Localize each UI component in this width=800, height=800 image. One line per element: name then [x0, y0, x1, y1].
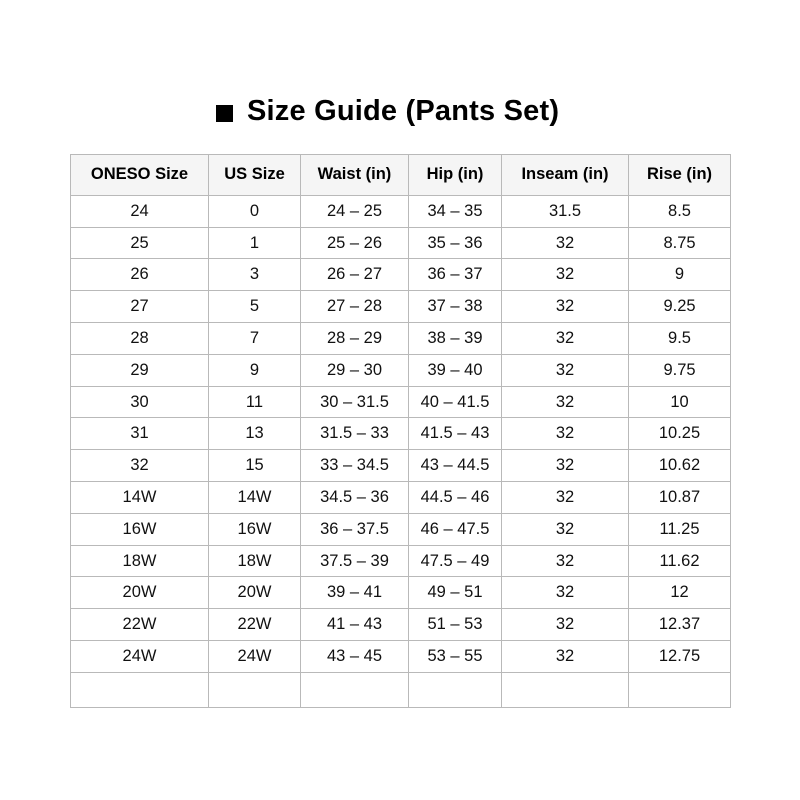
table-cell [301, 672, 409, 707]
table-cell: 15 [209, 450, 301, 482]
table-cell: 16W [71, 513, 209, 545]
table-cell: 25 [71, 227, 209, 259]
table-row [71, 641, 731, 673]
column-header-inseam: Inseam (in) [502, 154, 629, 195]
table-cell: 26 – 27 [301, 259, 409, 291]
table-cell: 11.25 [629, 513, 731, 545]
table-cell: 53 – 55 [409, 641, 502, 673]
table-row [71, 386, 731, 418]
table-cell: 7 [209, 323, 301, 355]
table-cell: 32 [502, 259, 629, 291]
table-cell [71, 672, 209, 707]
table-cell [209, 672, 301, 707]
table-cell: 9 [629, 259, 731, 291]
table-cell: 38 – 39 [409, 323, 502, 355]
table-row [71, 259, 731, 291]
table-header-row [71, 154, 731, 195]
table-cell: 36 – 37 [409, 259, 502, 291]
table-row [71, 609, 731, 641]
table-row [71, 450, 731, 482]
table-row [71, 291, 731, 323]
table-cell: 29 – 30 [301, 354, 409, 386]
table-cell: 28 [71, 323, 209, 355]
table-cell: 49 – 51 [409, 577, 502, 609]
table-cell: 32 [502, 609, 629, 641]
table-cell: 18W [71, 545, 209, 577]
table-cell: 24W [209, 641, 301, 673]
column-header-oneso-size: ONESO Size [71, 154, 209, 195]
table-cell: 11.62 [629, 545, 731, 577]
column-header-rise: Rise (in) [629, 154, 731, 195]
table-cell: 32 [502, 386, 629, 418]
size-table-wrapper [70, 154, 730, 708]
table-cell: 9.25 [629, 291, 731, 323]
table-cell: 32 [502, 545, 629, 577]
table-row [71, 323, 731, 355]
table-row [71, 545, 731, 577]
table-cell: 9.75 [629, 354, 731, 386]
table-cell: 36 – 37.5 [301, 513, 409, 545]
table-cell: 12.75 [629, 641, 731, 673]
table-body [71, 195, 731, 707]
table-cell: 43 – 45 [301, 641, 409, 673]
size-table [70, 154, 731, 708]
table-row [71, 195, 731, 227]
table-cell: 32 [502, 323, 629, 355]
table-cell: 10.25 [629, 418, 731, 450]
table-cell: 32 [502, 291, 629, 323]
table-cell: 32 [502, 513, 629, 545]
table-cell: 41.5 – 43 [409, 418, 502, 450]
table-cell: 24 [71, 195, 209, 227]
table-row [71, 577, 731, 609]
table-cell: 35 – 36 [409, 227, 502, 259]
table-cell: 34.5 – 36 [301, 482, 409, 514]
table-cell: 14W [209, 482, 301, 514]
table-cell [409, 672, 502, 707]
table-cell: 5 [209, 291, 301, 323]
column-header-us-size: US Size [209, 154, 301, 195]
table-cell: 22W [71, 609, 209, 641]
table-cell: 41 – 43 [301, 609, 409, 641]
table-cell: 34 – 35 [409, 195, 502, 227]
table-cell: 29 [71, 354, 209, 386]
table-cell: 32 [71, 450, 209, 482]
table-cell: 8.75 [629, 227, 731, 259]
table-cell: 24 – 25 [301, 195, 409, 227]
table-cell: 39 – 40 [409, 354, 502, 386]
table-cell: 26 [71, 259, 209, 291]
table-cell: 1 [209, 227, 301, 259]
table-cell: 31 [71, 418, 209, 450]
table-cell: 32 [502, 354, 629, 386]
table-row [71, 672, 731, 707]
table-cell: 32 [502, 227, 629, 259]
table-cell: 12.37 [629, 609, 731, 641]
table-cell: 32 [502, 577, 629, 609]
column-header-hip: Hip (in) [409, 154, 502, 195]
table-cell: 8.5 [629, 195, 731, 227]
table-cell: 9.5 [629, 323, 731, 355]
table-cell: 31.5 – 33 [301, 418, 409, 450]
table-cell: 18W [209, 545, 301, 577]
table-cell: 22W [209, 609, 301, 641]
table-cell: 31.5 [502, 195, 629, 227]
table-cell: 12 [629, 577, 731, 609]
table-cell: 28 – 29 [301, 323, 409, 355]
table-cell: 46 – 47.5 [409, 513, 502, 545]
table-cell: 27 [71, 291, 209, 323]
table-row [71, 482, 731, 514]
table-cell: 44.5 – 46 [409, 482, 502, 514]
table-cell: 51 – 53 [409, 609, 502, 641]
table-cell: 32 [502, 450, 629, 482]
table-cell: 43 – 44.5 [409, 450, 502, 482]
table-cell: 37.5 – 39 [301, 545, 409, 577]
column-header-waist: Waist (in) [301, 154, 409, 195]
table-cell: 40 – 41.5 [409, 386, 502, 418]
table-row [71, 418, 731, 450]
table-cell [502, 672, 629, 707]
table-cell: 13 [209, 418, 301, 450]
table-cell: 3 [209, 259, 301, 291]
table-cell: 20W [209, 577, 301, 609]
table-cell: 39 – 41 [301, 577, 409, 609]
table-cell [629, 672, 731, 707]
table-cell: 11 [209, 386, 301, 418]
table-row [71, 227, 731, 259]
table-cell: 33 – 34.5 [301, 450, 409, 482]
table-cell: 10 [629, 386, 731, 418]
table-cell: 10.62 [629, 450, 731, 482]
table-cell: 32 [502, 641, 629, 673]
table-row [71, 354, 731, 386]
table-cell: 32 [502, 482, 629, 514]
table-cell: 30 – 31.5 [301, 386, 409, 418]
table-cell: 47.5 – 49 [409, 545, 502, 577]
table-cell: 27 – 28 [301, 291, 409, 323]
table-cell: 9 [209, 354, 301, 386]
square-bullet-icon [216, 105, 233, 122]
table-cell: 24W [71, 641, 209, 673]
table-cell: 30 [71, 386, 209, 418]
table-cell: 25 – 26 [301, 227, 409, 259]
table-cell: 37 – 38 [409, 291, 502, 323]
page-title-text: Size Guide (Pants Set) [247, 95, 560, 127]
page-title [0, 0, 800, 128]
table-cell: 20W [71, 577, 209, 609]
table-cell: 10.87 [629, 482, 731, 514]
table-cell: 14W [71, 482, 209, 514]
table-cell: 16W [209, 513, 301, 545]
table-row [71, 513, 731, 545]
table-cell: 0 [209, 195, 301, 227]
table-cell: 32 [502, 418, 629, 450]
